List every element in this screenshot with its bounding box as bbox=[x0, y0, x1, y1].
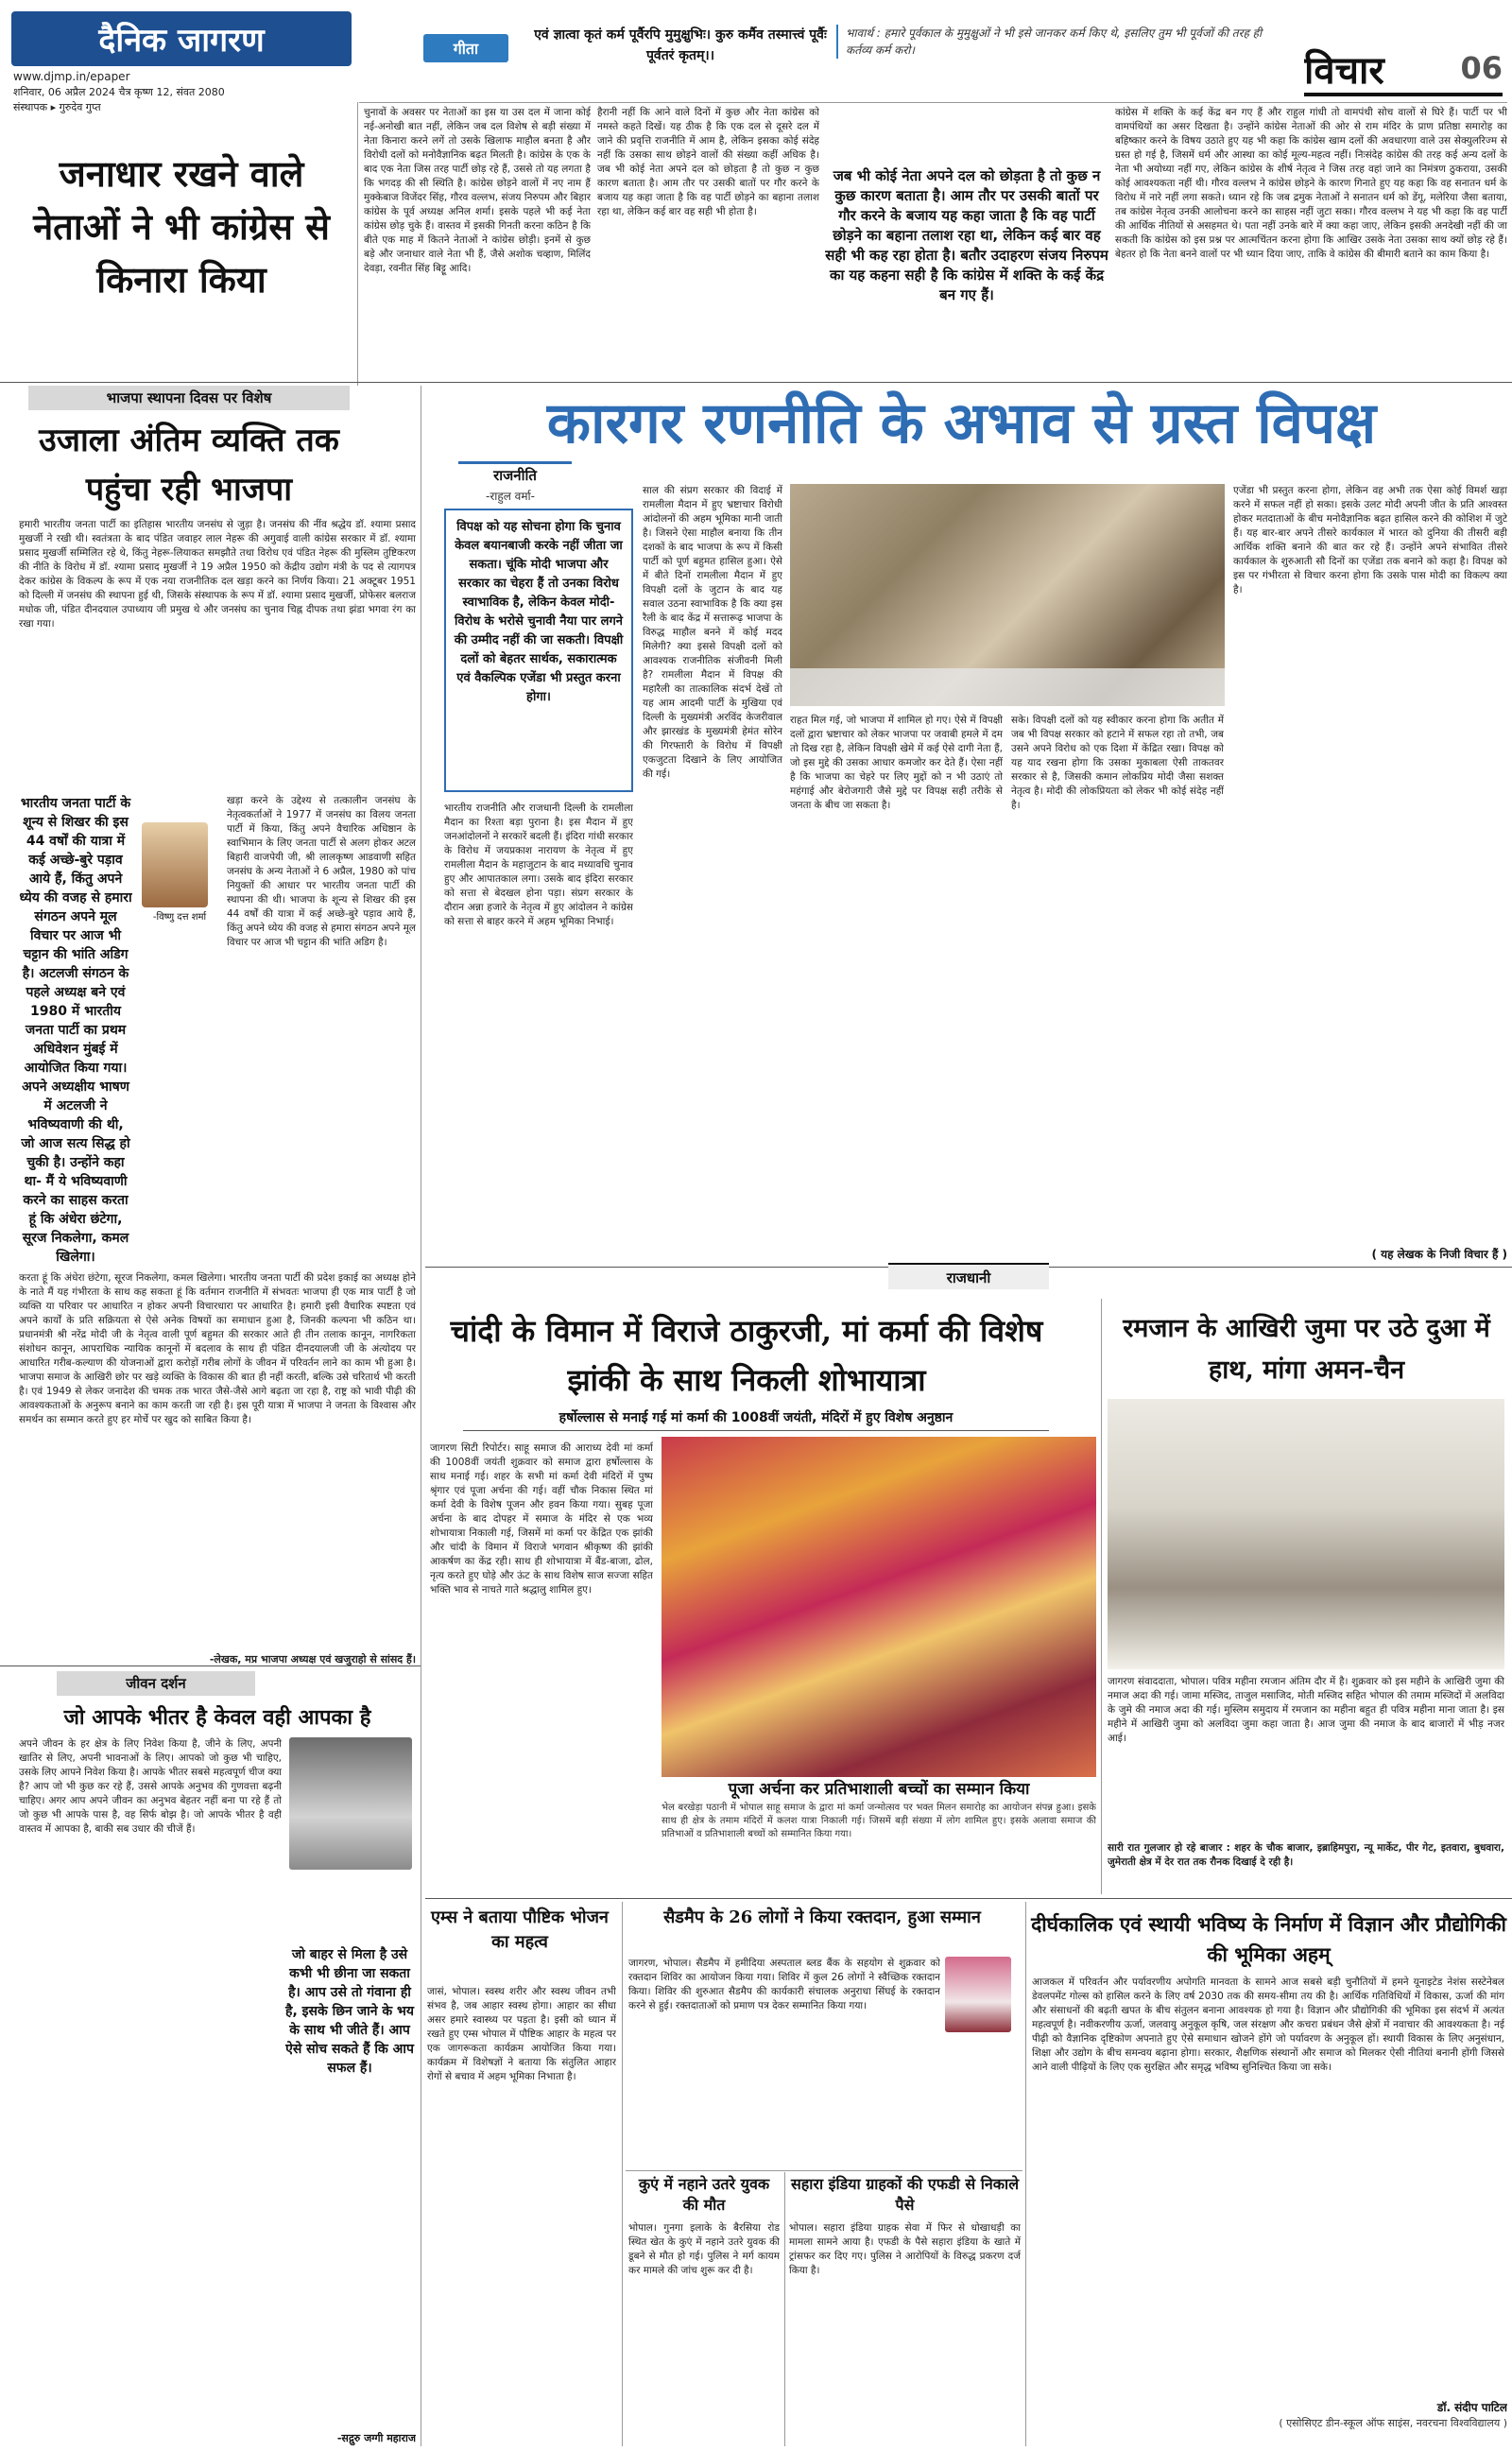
photo-caption-headline: पूजा अर्चना कर प्रतिभाशाली बच्चों का सम्मान किया bbox=[728, 1780, 1030, 1799]
bjp-special-label: भाजपा स्थापना दिवस पर विशेष bbox=[28, 386, 350, 410]
jeevan-darshan-body: अपने जीवन के हर क्षेत्र के लिए निवेश किया है, जीने के लिए, अपनी खातिर से लिए, अपनी भावनाओं के लिए। आपको जो कुछ भी चाहिए, उसके लिए आपने निवेश किया है। आपके भीतर सबसे महत्वपूर्ण चीज क्या है? आप जो भी कुछ कर रहे हैं, उससे आपके अनुभव की गुणवत्ता बढ़नी चाहिए। अगर आप अपने जीवन का अनुभव बेहतर नहीं बना पा रहे हैं तो जो कुछ भी आपके पास है, वह सिर्फ बोझ है। जो आपके भीतर है वही वास्तव में आपका है, बाकी सब उधार की चीजें हैं। bbox=[19, 1738, 282, 1835]
aiims-body: जासं, भोपाल। स्वस्थ शरीर और स्वस्थ जीवन तभी संभव है, जब आहार स्वस्थ होगा। आहार का सीधा असर हमारे स्वास्थ्य पर पड़ता है। इसी को ध्यान में रखते हुए एम्स भोपाल में पौष्टिक आहार के महत्व पर एक जागरूकता कार्यक्रम आयोजित किया गया। कार्यक्रम में विशेषज्ञों ने बताया कि संतुलित आहार रोगों से बचाव में अहम भूमिका निभाता है। bbox=[427, 1986, 616, 2082]
top-article-col-3: कांग्रेस में शक्ति के कई केंद्र बन गए हैं और राहुल गांधी तो वामपंथी सोच वालों से घिरे हैं। पार्टी पर भी वामपंथियों का असर दिखता है। उन्होंने कांग्रेस नेताओं की ओर से राम मंदिर के प्राण प्रतिष्ठा समारोह का बहिष्कार करने के विषय उठाते हुए यह भी कहा कि कांग्रेस खाम दलों की अवधारणा वाले उस सेक्युलरिज्म से ग्रस्त हो गई है, जिसमें धर्म और आस्था का कोई मूल्य-महत्व नहीं। निःसंदेह कांग्रेस की तरह कई अन्य दलों के नेता भी अयोध्या नहीं गए, लेकिन कांग्रेस के शीर्ष नेतृत्व ने जिस तरह वहां जाने का निमंत्रण ठुकराया, उसकी कोई आवश्यकता नहीं थी। गौरव वल्लभ ने कांग्रेस छोड़ने के कारण गिनाते हुए यह कहा कि वह सनातन धर्म के विरोध में नारे नहीं लगा सकते। ध्यान रहे कि जब द्रमुक नेताओं ने सनातन धर्म को डेंगू, मलेरिया जैसा बताया, तब कांग्रेस नेतृत्व उनकी आलोचना करने का साहस नहीं जुटा सका। गौरव वल्लभ ने यह भी कहा कि वह पार्टी की आर्थिक नीतियों से असहमत थे। पता नहीं उनके बारे में क्या कहा जाए, लेकिन इसकी अनदेखी नहीं की जा सकती कि कांग्रेस को इस प्रश्न पर आत्मचिंतन करना होगा कि आखिर उसके नेता उसका साथ क्यों छोड़ रहे हैं। बेहतर हो कि नेता बनने वालों पर भी ध्यान दिया जाए, ताकि वे कांग्रेस की बीमारी बताने का काम किया है। bbox=[1115, 107, 1507, 260]
well-drowning-body: भोपाल। गुनगा इलाके के बैरसिया रोड स्थित खेत के कुएं में नहाने उतरे युवक की डूबने से मौत हो गई। पुलिस ने मर्ग कायम कर मामले की जांच शुरू कर दी है। bbox=[628, 2222, 780, 2276]
jeevan-darshan-byline: -सद्गुरु जग्गी महाराज bbox=[336, 2432, 416, 2444]
top-article-col-2: हैरानी नहीं कि आने वाले दिनों में कुछ और नेता कांग्रेस को नमस्ते कहते दिखें। यह ठीक है कि एक दल से दूसरे दल में जाने की प्रवृत्ति राजनीति में आम है, लेकिन इसका कोई संदेह नहीं कि उसका साथ छोड़ने वालों की संख्या कहीं अधिक है। जब भी कोई नेता अपने दल को छोड़ता है तो कुछ न कुछ कारण बताता है। आम तौर पर उसकी बातों पर गौर करने के बजाय यह कहा जाता है कि वह पार्टी छोड़ने का बहाना तलाश रहा था, लेकिन कई बार वह सही भी होता है। bbox=[597, 107, 819, 217]
section-header bbox=[1304, 43, 1503, 96]
sahara-body: भोपाल। सहारा इंडिया ग्राहक सेवा में फिर से धोखाधड़ी का मामला सामने आया है। एफडी के पैसे सहारा इंडिया के खाते में ट्रांसफर कर दिए गए। पुलिस ने आरोपियों के विरुद्ध प्रकरण दर्ज किया है। bbox=[789, 2222, 1021, 2276]
ramzan-subhead: सारी रात गुलजार हो रहे बाजार : शहर के चौक बाजार, इब्राहिमपुरा, न्यू मार्केट, पीर गेट, इतवारा, बुधवारा, जुमेराती क्षेत्र में देर रात तक रौनक दिखाई दे रही है। bbox=[1108, 1842, 1504, 1868]
opinion-disclaimer: ( यह लेखक के निजी विचार हैं ) bbox=[1371, 1248, 1507, 1261]
bjp-pull-quote: भारतीय जनता पार्टी के शून्य से शिखर की इस 44 वर्षों की यात्रा में कई अच्छे-बुरे पड़ाव आये हैं, किंतु अपने ध्येय की वजह से हमारा संगठन अपने मूल विचार पर आज भी चट्टान की भांति अडिग है। अटलजी संगठन के पहले अध्यक्ष बने एवं 1980 में भारतीय जनता पार्टी का प्रथम अधिवेशन मुंबई में आयोजित किया गया। अपने अध्यक्षीय भाषण में अटलजी ने भविष्यवाणी की थी, जो आज सत्य सिद्ध हो चुकी है। उन्होंने कहा था- मैं ये भविष्यवाणी करने का साहस करता हूं कि अंधेरा छंटेगा, सूरज निकलेगा, कमल खिलेगा। bbox=[19, 796, 132, 1265]
blood-donation-body: जागरण, भोपाल। सैडमैप में हमीदिया अस्पताल ब्लड बैंक के सहयोग से शुक्रवार को रक्तदान शिविर का आयोजन किया गया। शिविर में कुल 26 लोगों ने स्वैच्छिक रक्तदान किया। शिविर की शुरुआत सैडमैप की कार्यकारी संचालक अनुराधा सिंघई के रक्तदान करने से हुई। रक्तदाताओं को प्रमाण पत्र देकर सम्मानित किया गया। bbox=[628, 1958, 940, 2011]
epaper-url[interactable]: www.djmp.in/epaper bbox=[13, 70, 130, 83]
science-article-body: आजकल में परिवर्तन और पर्यावरणीय अपोगति मानवता के सामने आज सबसे बड़ी चुनौतियों में हमने यूनाइटेड नेशंस सस्टेनेबल डेवलपमेंट गोल्स को हासिल करने के लिए वर्ष 2030 तक की समय-सीमा तय की है। आर्थिक गतिविधियों में विकास, ऊर्जा की मांग और संसाधनों की बढ़ती खपत के बीच संतुलन बनाना आवश्यक हो गया है। विज्ञान और प्रौद्योगिकी की भूमिका इस संदर्भ में अत्यंत महत्वपूर्ण है। नवीकरणीय ऊर्जा, जलवायु अनुकूल कृषि, जल संरक्षण और कचरा प्रबंधन जैसे क्षेत्रों में नवाचार की आवश्यकता है। नई पीढ़ी को वैज्ञानिक दृष्टिकोण अपनाते हुए ऐसे समाधान खोजने होंगे जो पर्यावरण के अनुकूल हों। स्थायी विकास के लिए अनुसंधान, शिक्षा और उद्योग के बीच समन्वय बढ़ाना होगा। सरकार, शैक्षणिक संस्थानों और समाज को मिलकर ऐसी नीतियां बनानी होंगी जिससे आने वाली पीढ़ियों के लिए एक सुरक्षित और समृद्ध भविष्य सुनिश्चित किया जा सके। bbox=[1032, 1976, 1504, 2073]
jeevan-darshan-quote: जो बाहर से मिला है उसे कभी भी छीना जा सकता है। आप उसे तो गंवाना ही है, इसके छिन जाने के भय के साथ भी जीते हैं। आप ऐसे सोच सकते हैं कि आप सफल हैं। bbox=[285, 1947, 414, 2076]
rajdhani-tag: राजधानी bbox=[888, 1263, 1049, 1289]
main-article-col-2: साल की संप्रग सरकार की विदाई में रामलीला मैदान में हुए भ्रष्टाचार विरोधी आंदोलनों की अहम भूमिका मानी जाती है। जिसने ऐसा माहौल बनाया कि तीन दशकों के बाद भाजपा के रूप में किसी पार्टी को पूर्ण बहुमत हासिल हुआ। ऐसे में बीते दिनों रामलीला मैदान में हुए विपक्षी दलों के जुटान के बाद यह सवाल उठना स्वाभाविक है कि क्या इस रैली के बाद केंद्र में सत्तारूढ़ भाजपा के विरुद्ध माहौल बनने में कोई मदद मिलेगी? क्या इससे विपक्षी दलों को आवश्यक राजनीतिक संजीवनी मिली है? रामलीला मैदान में विपक्ष की महारैली का तात्कालिक संदर्भ देखें तो यह आम आदमी पार्टी के मुखिया एवं दिल्ली के मुख्यमंत्री अरविंद केजरीवाल और झारखंड के मुख्यमंत्री हेमंत सोरेन की गिरफ्तारी के विरोध में विपक्षी एकजुटता दिखाने के लिए आयोजित की गई। bbox=[643, 485, 782, 780]
ramzan-body: जागरण संवाददाता, भोपाल। पवित्र महीना रमजान अंतिम दौर में है। शुक्रवार को इस महीने के आखिरी जुमा की नमाज अदा की गई। जामा मस्जिद, ताजुल मसाजिद, मोती मस्जिद सहित भोपाल की तमाम मस्जिदों में अलविदा के जुमे की नमाज अदा की गई। मुस्लिम समुदाय में रमजान का महीना बहुत ही पवित्र महीना माना जाता है। इस महीने में आखिरी जुमा को अलविदा जुमा कहा जाता है। आज जुमा की नमाज के बाद बाजारों में भीड़ नजर आई। bbox=[1108, 1676, 1504, 1744]
main-article-col-3: राहत मिल गई, जो भाजपा में शामिल हो गए। ऐसे में विपक्षी दलों द्वारा भ्रष्टाचार को लेकर भाजपा पर जवाबी हमले में दम तो दिख रहा है, लेकिन विपक्षी खेमे में कई ऐसे दागी नेता हैं, जो इस मुद्दे की उसका आधार कमजोर कर देते हैं। ऐसा नहीं है कि भाजपा का चेहरे पर लिए मुद्दों को न भी उठाएं तो महंगाई और बेरोजगारी जैसे मुद्दे पर विपक्ष सही तरीके से जनता के बीच जा सकता है। bbox=[790, 715, 1003, 811]
gita-bhavarth: भावार्थ : हमारे पूर्वकाल के मुमुक्षुओं ने भी इसे जानकर कर्म किए थे, इसलिए तुम भी पूर्वजों की तरह ही कर्तव्य कर्म करो। bbox=[836, 25, 1280, 59]
blood-donation-headline: सैडमैप के 26 लोगों ने किया रक्तदान, हुआ सम्मान bbox=[663, 1907, 981, 1927]
main-article-highlight-box: विपक्ष को यह सोचना होगा कि चुनाव केवल बयानबाजी करके नहीं जीता जा सकता। चूंकि मोदी भाजपा और सरकार का चेहरा हैं तो उनका विरोध स्वाभाविक है, लेकिन केवल मोदी-विरोध के भरोसे चुनावी नैया पार लगने की उम्मीद नहीं की जा सकती। विपक्षी दलों को बेहतर सार्थक, सकारात्मक एवं वैकल्पिक एजेंडा भी प्रस्तुत करना होगा। bbox=[444, 509, 633, 792]
photo-caption: भेल बरखेड़ा पठानी में भोपाल साहू समाज के द्वारा मां कर्मा जन्मोत्सव पर भक्त मिलन समारोह का आयोजन संपन्न हुआ। इसके साथ ही क्षेत्र के तमाम मंदिरों में कलश यात्रा निकाली गई। जिसमें बड़ी संख्या में लोग शामिल हुए। इसके अलावा समाज की प्रतिभाओं व प्रतिभाशाली बच्चों को सम्मानित किया गया। bbox=[662, 1803, 1096, 1839]
science-article-affiliation: ( एसोसिएट डीन-स्कूल ऑफ साइंस, नवरचना विश्वविद्यालय ) bbox=[1279, 2417, 1507, 2429]
gita-shloka: एवं ज्ञात्वा कृतं कर्म पूर्वैरपि मुमुक्षुभिः। कुरु कर्मैव तस्मात्त्वं पूर्वैः पूर्वतरं कृतम्।। bbox=[534, 27, 827, 63]
bjp-article-headline: उजाला अंतिम व्यक्ति तक पहुंचा रही भाजपा bbox=[39, 422, 339, 509]
ramzan-headline: रमजान के आखिरी जुमा पर उठे दुआ में हाथ, मांगा अमन-चैन bbox=[1123, 1314, 1490, 1385]
blood-donor-photo bbox=[945, 1957, 1011, 2032]
main-article-col-1: भारतीय राजनीति और राजधानी दिल्ली के रामलीला मैदान का रिश्ता बड़ा पुराना है। इस मैदान में हुए जनआंदोलनों ने सरकारें बदली हैं। इंदिरा गांधी सरकार के विरोध में जयप्रकाश नारायण के नेतृत्व में हुए रामलीला मैदान के महाजुटान के बाद मध्यावधि चुनाव हुए और आपातकाल लगा। उसके बाद इंदिरा सरकार को सत्ता से बेदखल होना पड़ा। संप्रग सरकार के दौरान अन्ना हजारे के नेतृत्व में हुए आंदोलन ने कांग्रेस को सत्ता से बाहर करने में अहम भूमिका निभाई। bbox=[444, 803, 633, 927]
dateline: शनिवार, 06 अप्रैल 2024 चैत्र कृष्ण 12, संवत 2080 bbox=[13, 86, 225, 98]
shobhayatra-headline: चांदी के विमान में विराजे ठाकुरजी, मां कर्मा की विशेष झांकी के साथ निकली शोभायात्रा bbox=[450, 1313, 1043, 1398]
top-article-headline: जनाधार रखने वाले नेताओं ने भी कांग्रेस से किनारा किया bbox=[33, 152, 330, 301]
science-article-byline: डॉ. संदीप पाटिल bbox=[1436, 2401, 1507, 2414]
newspaper-logo: दैनिक जागरण bbox=[11, 11, 352, 66]
sahara-headline: सहारा इंडिया ग्राहकों की एफडी से निकाले पैसे bbox=[790, 2175, 1020, 2214]
main-article-headline: कारगर रणनीति के अभाव से ग्रस्त विपक्ष bbox=[546, 390, 1377, 457]
top-article-col-1: चुनावों के अवसर पर नेताओं का इस या उस दल में जाना कोई नई-अनोखी बात नहीं, लेकिन जब दल विशेष से बड़ी संख्या में नेता किनारा करने लगें तो उसके खिलाफ माहौल बनता है और विरोधी दलों को मनोवैज्ञानिक बढ़त मिलती है। कांग्रेस के एक के बाद एक नेता जिस तरह पार्टी छोड़ रहे हैं, उससे तो यह लगता है कि भगदड़ की सी स्थिति है। कांग्रेस छोड़ने वालों में नए नाम हैं मुक्केबाज विजेंदर सिंह, गौरव वल्लभ, संजय निरुपम और बिहार कांग्रेस के पूर्व अध्यक्ष अनिल शर्मा। इसके पहले भी कई नेता कांग्रेस छोड़ चुके हैं। वास्तव में इसकी गिनती करना कठिन है कि बीते एक माह में कितने नेताओं ने कांग्रेस छोड़ी। इनमें से कुछ बड़े और जनाधार वाले नेता भी हैं, जैसे अशोक चव्हाण, मिलिंद देवड़ा, रवनीत सिंह बिट्टू आदि। bbox=[364, 107, 591, 274]
jeevan-darshan-headline: जो आपके भीतर है केवल वही आपका है bbox=[63, 1705, 371, 1730]
bjp-article-col-3: करता हूं कि अंधेरा छंटेगा, सूरज निकलेगा, कमल खिलेगा। भारतीय जनता पार्टी की प्रदेश इकाई का अध्यक्ष होने के नाते मैं यह गंभीरता के साथ कह सकता हूं कि वर्तमान राजनीति में संभवतः भाजपा ही एक मात्र पार्टी है जो व्यक्ति या परिवार पर आधारित न होकर अपनी विचारधारा पर आधारित है। हमारी इसी वैचारिक स्पष्टता एवं अपने कार्यों के प्रति सक्रियता से ऐसे अनेक विषयों का समाधान हुआ है, जिनकी कल्पना भी कठिन था। प्रधानमंत्री श्री नरेंद्र मोदी जी के नेतृत्व वाली पूर्ण बहुमत की सरकार आते ही तीन तलाक कानून, नागरिकता संशोधन कानून, आपराधिक न्यायिक कानूनों में बदलाव के साथ ही पंडित दीनदयालजी जी के अंत्योदय पर आधारित गरीब-कल्याण की योजनाओं द्वारा करोड़ों गरीब लोगों के जीवन में परिवर्तन लाने का काम भी हुआ है। भाजपा समाज के आखिरी छोर पर खड़े व्यक्ति के विकास की बात ही नहीं करती, बल्कि उसे चरितार्थ भी करती है। एवं 1949 से लेकर जनादेश की चमक तक भारत जैसे-जैसे आगे बढ़ता जा रहा है, राष्ट्र को भावी पीढ़ी की आवश्यकताओं के अनुरूप बनाने का काम करती जा रही है। इस पूरी यात्रा में भाजपा ने जनता के विश्वास और समर्थन का सम्मान करते हुए हर मोर्चे पर खुद को साबित किया है। bbox=[19, 1272, 416, 1425]
well-drowning-headline: कुएं में नहाने उतरे युवक की मौत bbox=[638, 2175, 770, 2214]
jeevan-darshan-label: जीवन दर्शन bbox=[57, 1671, 255, 1696]
page-number: 06 bbox=[1460, 50, 1503, 86]
rajneeti-tag: राजनीति bbox=[458, 461, 572, 486]
author-portrait bbox=[142, 822, 208, 907]
section-name: विचार bbox=[1304, 47, 1384, 93]
bjp-article-byline: -लेखक, मप्र भाजपा अध्यक्ष एवं खजुराहो से सांसद हैं। bbox=[209, 1653, 416, 1666]
shobhayatra-body: जागरण सिटी रिपोर्टर। साहू समाज की आराध्य देवी मां कर्मा की 1008वीं जयंती शुक्रवार को समाज द्वारा हर्षोल्लास के साथ मनाई गई। शहर के सभी मां कर्मा देवी मंदिरों में पुष्प श्रृंगार एवं पूजा अर्चना की गई। वहीं चौक निकास स्थित मां कर्मा देवी के विशेष पूजन और हवन किया गया। सुबह पूजा अर्चना के बाद दोपहर में समाज के मंदिर से एक भव्य शोभायात्रा निकाली गई, जिसमें मां कर्मा पर केंद्रित एक झांकी और चांदी के विमान में विराजे भगवान श्रीकृष्ण की झांकी आकर्षण का केंद्र रही। साथ ही शोभायात्रा में बैंड-बाजा, ढोल, नृत्य करते हुए घोड़े और ऊंट के साथ विशेष साज सज्जा सहित भक्ति भाव से नाचते गाते श्रद्धालु शामिल हुए। bbox=[430, 1442, 653, 1596]
main-article-col-5: एजेंडा भी प्रस्तुत करना होगा, लेकिन वह अभी तक ऐसा कोई विमर्श खड़ा करने में सफल नहीं हो सका। इसके उलट मोदी अपनी जीत के प्रति आश्वस्त होकर मतदाताओं के बीच मनोवैज्ञानिक बढ़त हासिल करने की कोशिश में जुटे हैं। यह बार-बार अपने तीसरे कार्यकाल में भारत को दुनिया की तीसरी बड़ी आर्थिक शक्ति बनाने की बात कर रहे हैं। उन्होंने अपने संभावित तीसरे कार्यकाल के शुरुआती सौ दिनों का एजेंडा तक बनाने को कहा है। विपक्ष को इस पर गंभीरता से विचार करना होगा कि उसके पास मोदी का विकल्प क्या है। bbox=[1233, 485, 1507, 595]
top-article-pull-quote: जब भी कोई नेता अपने दल को छोड़ता है तो कुछ न कुछ कारण बताता है। आम तौर पर उसकी बातों पर गौर करने के बजाय यह कहा जाता है कि वह पार्टी छोड़ने का बहाना तलाश रहा था, लेकिन कई बार वह सही भी कह रहा होता है। बतौर उदाहरण संजय निरुपम का यह कहना सही है कि कांग्रेस में शक्ति के कई केंद्र बन गए हैं। bbox=[825, 167, 1108, 303]
divider bbox=[622, 1902, 623, 2446]
opposition-leaders-photo bbox=[790, 484, 1225, 706]
divider bbox=[1101, 1299, 1102, 1894]
bjp-article-col-1: हमारी भारतीय जनता पार्टी का इतिहास भारतीय जनसंघ से जुड़ा है। जनसंघ की नींव श्रद्धेय डॉ. श्यामा प्रसाद मुखर्जी ने रखी थी। स्वतंत्रता के बाद पंडित जवाहर लाल नेहरू की अगुवाई वाली कांग्रेस सरकार में डॉ. श्यामा प्रसाद मुखर्जी सम्मिलित रहे थे, किंतु नेहरू-लियाकत समझौते तथा विरोध एवं पंडित नेहरू की मुस्लिम तुष्टिकरण की नीति के विरोध में डॉ. श्यामा प्रसाद मुखर्जी ने 19 अप्रैल 1950 को केंद्रीय उद्योग मंत्री के पद से त्यागपत्र देकर कांग्रेस के विकल्प के रूप में एक नया राजनीतिक दल खड़ा करने का निर्णय किया। 21 अक्टूबर 1951 को दिल्ली में जनसंघ की स्थापना हुई थी, जिसके संस्थापक के रूप में डॉ. श्यामा प्रसाद मुखर्जी, प्रोफेसर बलराज मधोक जी, पंडित दीनदयाल उपाध्याय जी प्रमुख थे और जनसंघ का चुनाव चिह्न दीपक तथा झंडा भगवा रंग का रखा गया। bbox=[19, 519, 416, 630]
shobhayatra-subhead: हर्षोल्लास से मनाई गई मां कर्मा की 1008वीं जयंती, मंदिरों में हुए विशेष अनुष्ठान bbox=[463, 1408, 1049, 1431]
namaz-photo bbox=[1108, 1399, 1504, 1669]
divider bbox=[357, 102, 358, 386]
sadhguru-photo bbox=[289, 1737, 412, 1870]
science-article-headline: दीर्घकालिक एवं स्थायी भविष्य के निर्माण में विज्ञान और प्रौद्योगिकी की भूमिका अहम् bbox=[1031, 1912, 1506, 1966]
divider bbox=[784, 2172, 785, 2446]
divider bbox=[626, 2170, 1022, 2171]
main-article-author: -राहुल वर्मा- bbox=[486, 490, 535, 503]
portrait-caption: -विष्णु दत्त शर्मा bbox=[152, 912, 207, 923]
divider bbox=[425, 1898, 1512, 1899]
founder-line: संस्थापक ▸ गुरुदेव गुप्त bbox=[13, 101, 101, 113]
gita-badge: गीता bbox=[423, 34, 508, 62]
shobhayatra-photo bbox=[662, 1437, 1096, 1777]
divider bbox=[359, 102, 1507, 103]
divider bbox=[1025, 1902, 1026, 2446]
main-article-col-4: सके। विपक्षी दलों को यह स्वीकार करना होगा कि अतीत में जब भी विपक्ष सरकार को हटाने में सफल रहा तो तभी, जब उसने अपने विरोध को एक दिशा में केंद्रित रखा। विपक्ष को यह याद रखना होगा कि उसका मुकाबला ऐसी ताकतवर सरकार से है, जिसकी कमान लोकप्रिय मोदी जैसा सशक्त नेतृत्व है। मोदी की लोकप्रियता को लेकर भी कोई संदेह नहीं है। bbox=[1011, 715, 1224, 811]
top-article-headline-box bbox=[11, 129, 352, 393]
bjp-article-col-2: खड़ा करने के उद्देश्य से तत्कालीन जनसंघ के नेतृत्वकर्ताओं ने 1977 में जनसंघ का विलय जनता पार्टी में किया, किंतु अपने वैचारिक अधिष्ठान के स्वाभिमान के लिए जनता पार्टी से अलग होकर अटल बिहारी वाजपेयी जी, श्री लालकृष्ण आडवाणी सहित जनसंघ के अन्य नेताओं ने 6 अप्रैल, 1980 को पांच नियुक्तों की आधार पर भारतीय जनता पार्टी की स्थापना की थी। भाजपा के शून्य से शिखर की इस 44 वर्षों की यात्रा में कई अच्छे-बुरे पड़ाव आये हैं, किंतु अपने ध्येय की वजह से हमारा संगठन अपने मूल विचार पर आज भी चट्टान की भांति अडिग है। bbox=[227, 795, 416, 948]
aiims-headline: एम्स ने बताया पौष्टिक भोजन का महत्व bbox=[431, 1907, 609, 1952]
